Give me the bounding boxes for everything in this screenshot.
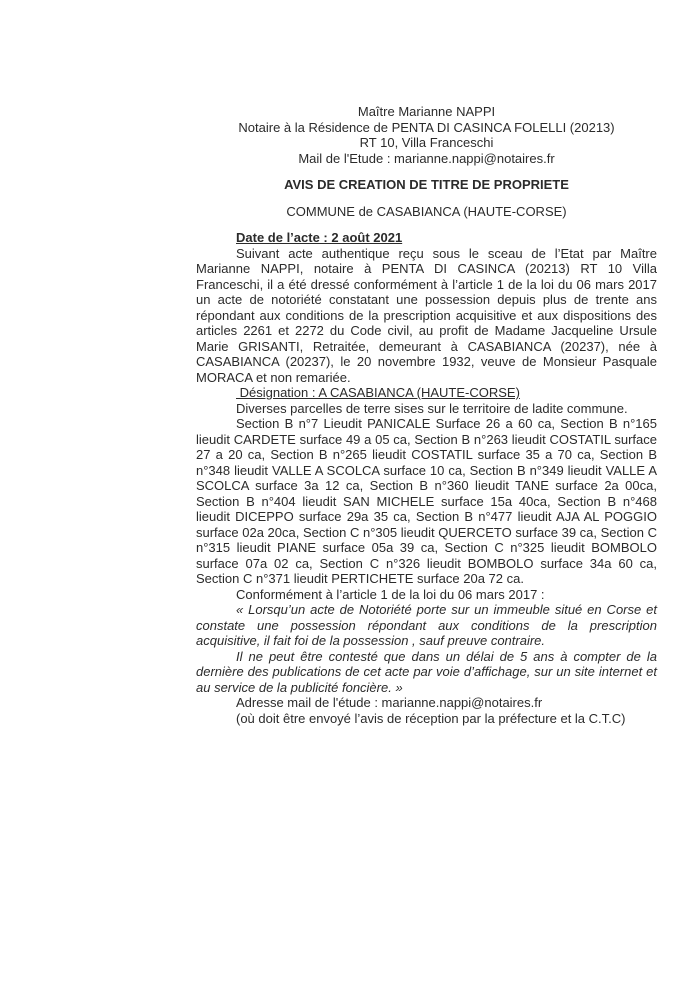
notary-residence-line: Notaire à la Résidence de PENTA DI CASINCA FOLELLI (20213) (238, 119, 615, 135)
notary-address-line: RT 10, Villa Franceschi (359, 135, 494, 150)
notary-mail-line: Mail de l'Etude : marianne.nappi@notaires.fr (298, 150, 555, 166)
reception-note-line: (où doit être envoyé l’avis de réception par la préfecture et la C.T.C) (236, 710, 626, 726)
act-paragraph: Suivant acte authentique reçu sous le sceau de l’Etat par Maître Marianne NAPPI, notaire à PENTA DI CASINCA (20213) RT 10 Villa Franceschi, il a été dressé conformément à l’article 1 de la loi du 06 mars 2017 un acte de notoriété constatant une possession depuis plus de trente ans répondant aux conditions de la prescription acquisitive et aux dispositions des articles 2261 et 2272 du Code civil, au profit de Madame Jacqueline Ursule Marie GRISANTI, Retraitée, demeurant à CASABIANCA (20237), née à CASABIANCA (20237), le 20 novembre 1932, veuve de Monsieur Pasquale MORACA et non remariée. (196, 245, 657, 385)
quote-paragraph-1: « Lorsqu’un acte de Notoriété porte sur un immeuble situé en Corse et constate une possession répondant aux conditions de la prescription acquisitive, il fait foi de la possession , sauf preuve contraire. (196, 602, 657, 648)
notice-title: AVIS DE CREATION DE TITRE DE PROPRIETE (284, 177, 569, 192)
designation-heading: Désignation : A CASABIANCA (HAUTE-CORSE) (236, 385, 520, 400)
parcels-paragraph: Section B n°7 Lieudit PANICALE Surface 26 a 60 ca, Section B n°165 lieudit CARDETE surface 49 a 05 ca, Section B n°263 lieudit COSTATIL surface 27 a 20 ca, Section B n°265 lieudit COSTATIL surface 35 a 70 ca, Section B n°348 lieudit VALLE A SCOLCA surface 10 ca, Section B n°349 lieudit VALLE A SCOLCA surface 3a 12 ca, Section B n°360 lieudit TANE surface 2a 00ca, Section B n°404 lieudit SAN MICHELE surface 15a 40ca, Section B n°468 lieudit DICEPPO surface 29a 35 ca, Section B n°477 lieudit AJA AL POGGIO surface 02a 20ca, Section C n°305 lieudit QUERCETO surface 39 ca, Section C n°315 lieudit PIANE surface 05a 39 ca, Section C n°325 lieudit BOMBOLO surface 07a 02 ca, Section C n°326 lieudit BOMBOLO surface 34a 60 ca, Section C n°371 lieudit PERTICHETE surface 20a 72 ca. (196, 416, 657, 586)
commune-line: COMMUNE de CASABIANCA (HAUTE-CORSE) (286, 203, 567, 219)
spacer (196, 219, 657, 230)
notary-name-line: Maître Marianne NAPPI (357, 104, 496, 119)
notary-header (196, 104, 657, 166)
designation-intro: Diverses parcelles de terre sises sur le territoire de ladite commune. (236, 400, 628, 416)
law-reference-line: Conformément à l’article 1 de la loi du 06 mars 2017 : (236, 586, 545, 602)
quote-paragraph-2: Il ne peut être contesté que dans un délai de 5 ans à compter de la dernière des publications de cet acte par voie d’affichage, sur un site internet et au service de la publicité foncière. » (196, 648, 657, 695)
designation-heading-row (196, 385, 657, 401)
act-date-heading-row (196, 230, 657, 246)
content-column (196, 104, 657, 726)
spacer (196, 166, 657, 177)
study-email-line: Adresse mail de l'étude : marianne.nappi@notaires.fr (236, 695, 543, 710)
act-date-heading: Date de l’acte : 2 août 2021 (236, 230, 403, 245)
spacer (196, 193, 657, 204)
